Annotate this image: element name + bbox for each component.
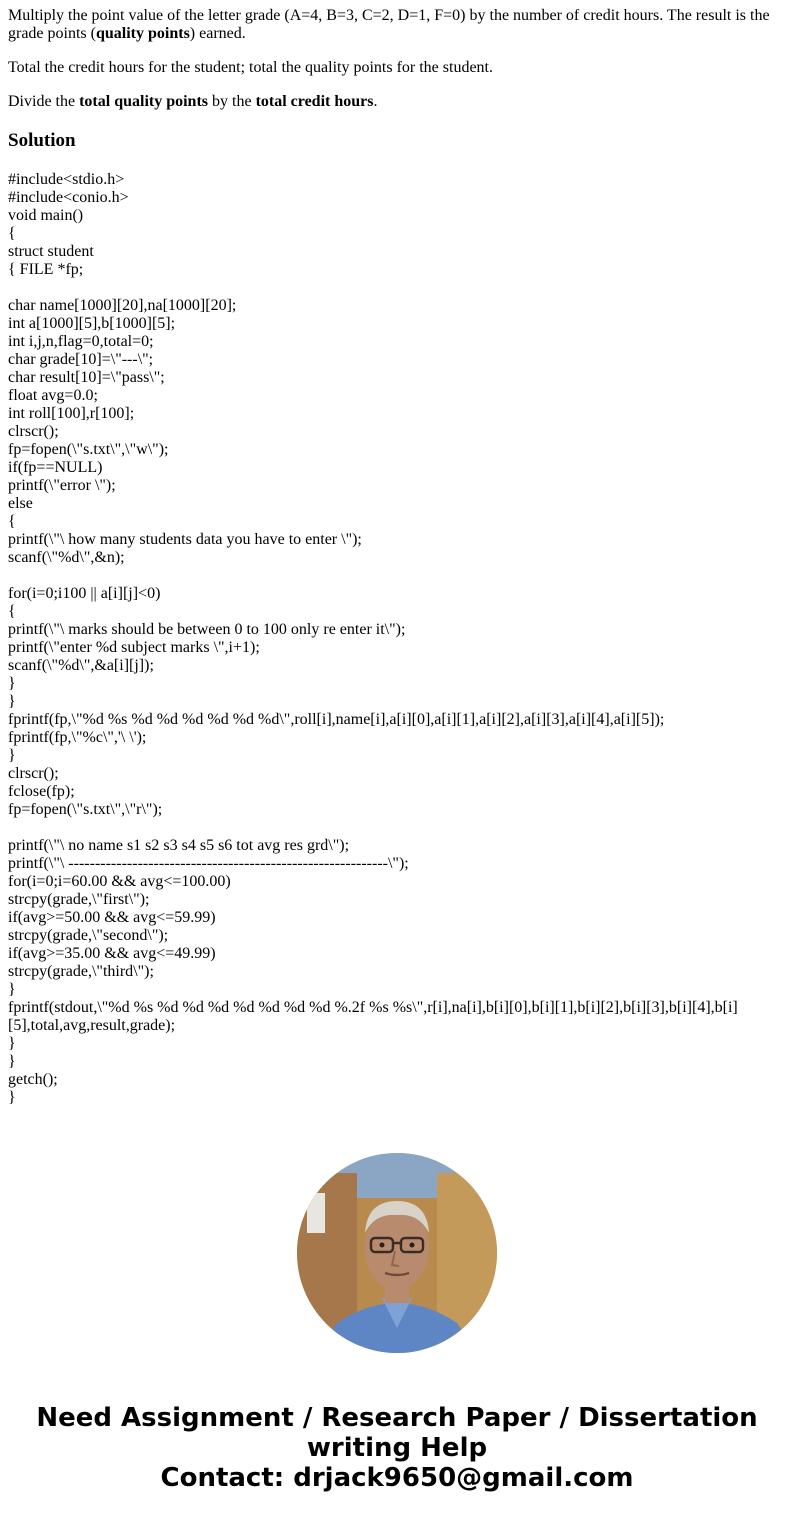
footer-line-1: Need Assignment / Research Paper / Dissertation <box>36 1403 758 1433</box>
code-line: } <box>8 747 16 764</box>
code-line: } <box>8 981 16 998</box>
intro-text: Divide the <box>8 93 80 110</box>
code-line: fp=fopen(\"s.txt\",\"w\"); <box>8 441 169 458</box>
code-line: #include<conio.h> <box>8 189 129 206</box>
code-line: printf(\"enter %d subject marks \",i+1); <box>8 639 260 656</box>
code-line: char grade[10]=\"---\"; <box>8 351 154 368</box>
code-line: fclose(fp); <box>8 783 75 800</box>
code-line: } <box>8 1035 16 1052</box>
code-line: for(i=0;i=60.00 && avg<=100.00) <box>8 873 231 890</box>
footer-banner <box>0 1403 794 1493</box>
code-line: if(fp==NULL) <box>8 459 103 476</box>
code-line <box>8 567 786 585</box>
code-line: } <box>8 1053 16 1070</box>
code-line: int a[1000][5],b[1000][5]; <box>8 315 176 332</box>
code-line: fprintf(fp,\"%d %s %d %d %d %d %d %d\",roll[i],name[i],a[i][0],a[i][1],a[i][2],a[i][3],a[i][4],a[i][5]); <box>8 711 665 728</box>
intro-paragraph-3 <box>8 93 786 111</box>
code-line: struct student <box>8 243 94 260</box>
code-line <box>8 279 786 297</box>
code-line: int roll[100],r[100]; <box>8 405 135 422</box>
author-avatar <box>297 1153 497 1353</box>
code-line: int i,j,n,flag=0,total=0; <box>8 333 154 350</box>
code-line: { <box>8 513 16 530</box>
intro-text: . <box>373 93 378 110</box>
intro-bold-text: total credit hours <box>255 93 374 110</box>
code-line: if(avg>=35.00 && avg<=49.99) <box>8 945 216 962</box>
code-line: } <box>8 675 16 692</box>
document-content <box>8 0 786 1107</box>
code-line: } <box>8 693 16 710</box>
code-line: } <box>8 1089 16 1106</box>
code-line: getch(); <box>8 1071 58 1088</box>
code-line: printf(\"\ how many students data you have to enter \"); <box>8 531 362 548</box>
code-line: printf(\"\ ------------------------------------------------------------\"); <box>8 855 409 872</box>
code-line: scanf(\"%d\",&a[i][j]); <box>8 657 154 674</box>
code-line: for(i=0;i100 || a[i][j]<0) <box>8 585 161 602</box>
code-line: printf(\"\ no name s1 s2 s3 s4 s5 s6 tot avg res grd\"); <box>8 837 350 854</box>
code-line: { <box>8 225 16 242</box>
code-line: printf(\"\ marks should be between 0 to 100 only re enter it\"); <box>8 621 406 638</box>
code-line: float avg=0.0; <box>8 387 98 404</box>
code-line: fp=fopen(\"s.txt\",\"r\"); <box>8 801 163 818</box>
code-line: if(avg>=50.00 && avg<=59.99) <box>8 909 216 926</box>
code-line: char result[10]=\"pass\"; <box>8 369 165 386</box>
code-line: strcpy(grade,\"second\"); <box>8 927 169 944</box>
intro-text: ) earned. <box>189 25 246 42</box>
intro-bold-text: total quality points <box>79 93 209 110</box>
solution-heading: Solution <box>8 130 76 151</box>
code-line: void main() <box>8 207 84 224</box>
code-block <box>8 171 786 1107</box>
code-line: { <box>8 603 16 620</box>
code-line <box>8 819 786 837</box>
code-line: strcpy(grade,\"first\"); <box>8 891 150 908</box>
code-line: clrscr(); <box>8 765 59 782</box>
code-line: else <box>8 495 33 512</box>
code-line: fprintf(fp,\"%c\",'\ \'); <box>8 729 147 746</box>
intro-paragraph-2: Total the credit hours for the student; total the quality points for the student. <box>8 59 493 76</box>
code-line: { FILE *fp; <box>8 261 84 278</box>
intro-text: by the <box>208 93 256 110</box>
intro-text: Multiply the point value of the letter grade (A=4, B=3, C=2, D=1, F=0) by the number of credit hours. The result is the grade points ( <box>8 7 770 42</box>
intro-paragraph-1 <box>8 7 786 43</box>
footer-line-2: writing Help <box>306 1433 488 1463</box>
code-line: strcpy(grade,\"third\"); <box>8 963 154 980</box>
code-line: char name[1000][20],na[1000][20]; <box>8 297 237 314</box>
code-line: clrscr(); <box>8 423 59 440</box>
code-line: #include<stdio.h> <box>8 171 125 188</box>
code-line: fprintf(stdout,\"%d %s %d %d %d %d %d %d %d %.2f %s %s\",r[i],na[i],b[i][0],b[i][1],b[i][2],b[i][3],b[i][4],b[i][5],total,avg,result,grade); <box>8 999 738 1034</box>
intro-bold-text: quality points <box>95 25 190 42</box>
code-line: scanf(\"%d\",&n); <box>8 549 125 566</box>
footer-contact: Contact: drjack9650@gmail.com <box>160 1463 634 1493</box>
code-line: printf(\"error \"); <box>8 477 116 494</box>
